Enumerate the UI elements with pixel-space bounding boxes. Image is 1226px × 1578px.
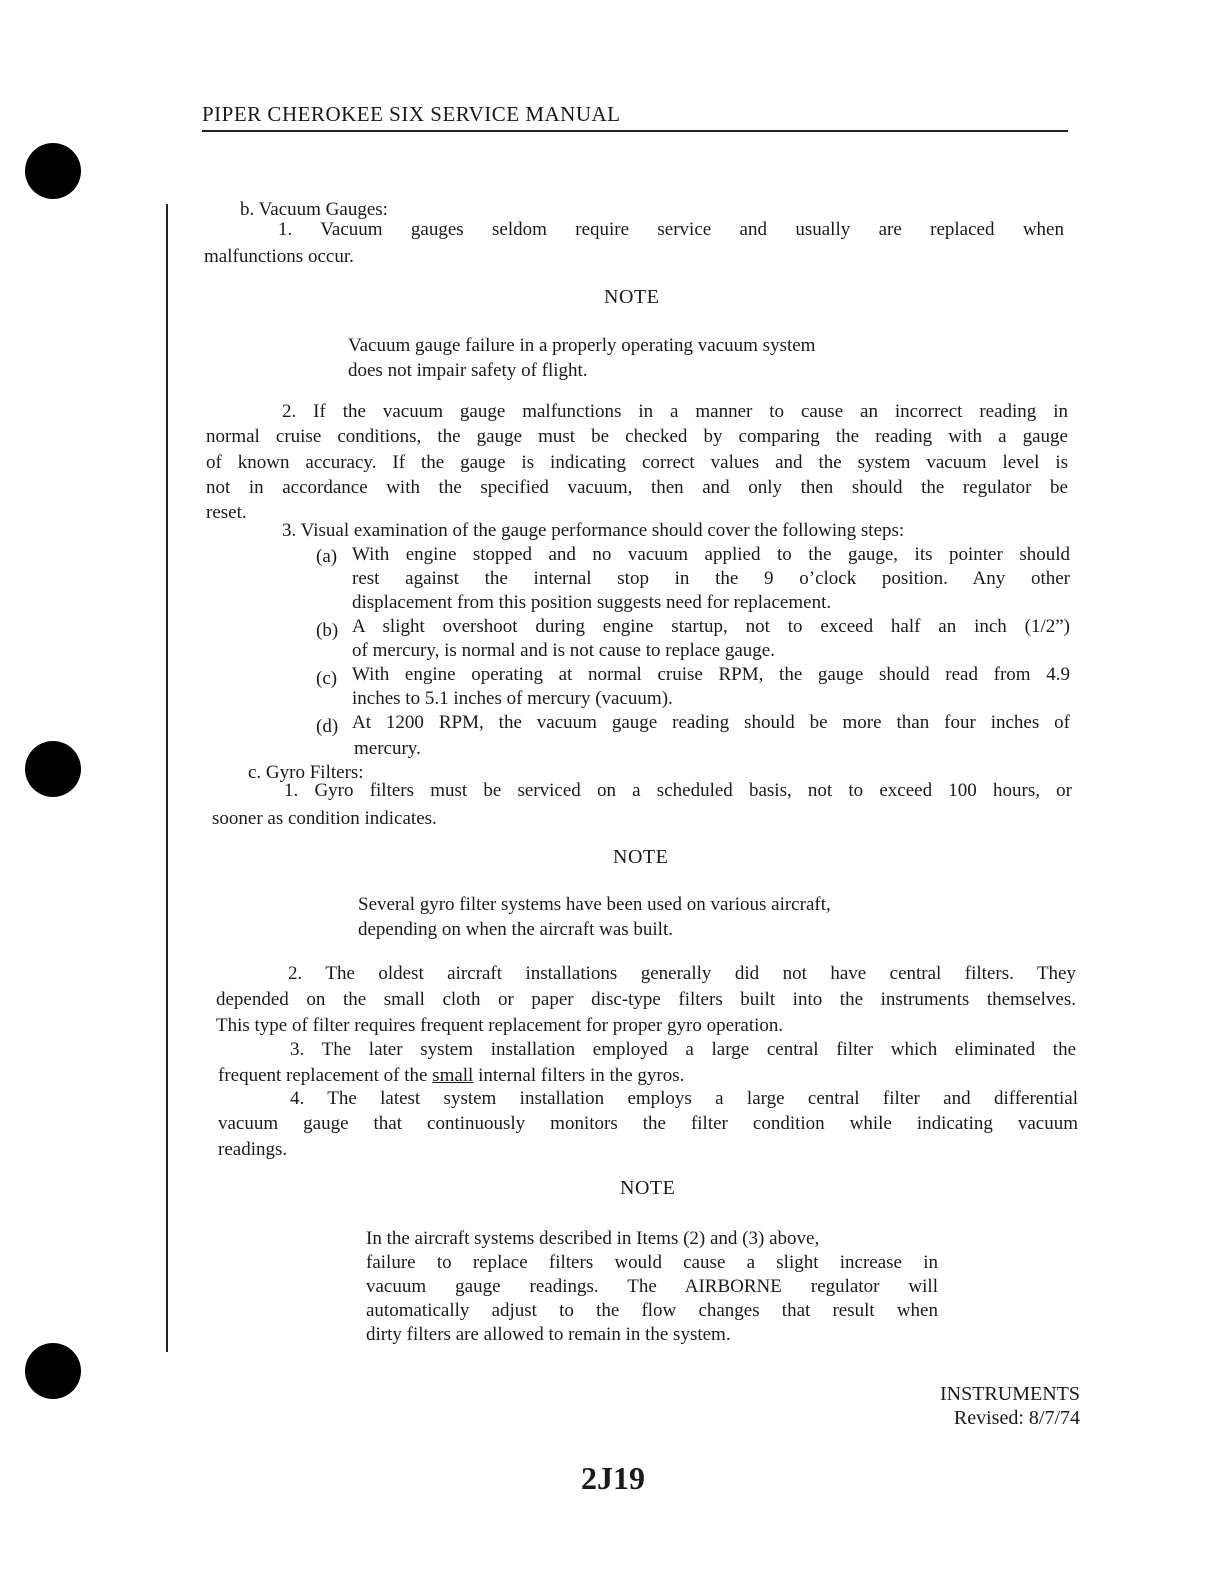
gyro-item3-line: 3. The later system installation employed a large central filter which eliminated the [290, 1039, 1076, 1060]
note-text-line: depending on when the aircraft was built. [358, 919, 673, 940]
step-text-line: mercury. [354, 738, 421, 759]
vacuum-item3: 3. Visual examination of the gauge performance should cover the following steps: [282, 520, 905, 541]
gyro-item3-underlined: small [432, 1065, 474, 1086]
binder-hole-top [25, 143, 81, 199]
note-text-line: does not impair safety of flight. [348, 360, 588, 381]
gyro-item4-line: readings. [218, 1139, 288, 1160]
note-text-line: In the aircraft systems described in Items (2) and (3) above, [366, 1228, 820, 1249]
note-label: NOTE [613, 846, 669, 868]
step-text-line: rest against the internal stop in the 9 o’clock position. Any other [352, 568, 1070, 589]
gyro-item3-text-before: frequent replacement of the [218, 1065, 433, 1086]
vacuum-item1-line2: malfunctions occur. [204, 246, 354, 267]
step-text-line: At 1200 RPM, the vacuum gauge reading should be more than four inches of [352, 712, 1070, 733]
step-label: (b) [316, 620, 339, 641]
gyro-item1-line2: sooner as condition indicates. [212, 808, 437, 829]
step-text-line: displacement from this position suggests need for replacement. [352, 592, 832, 613]
step-label: (c) [316, 668, 338, 689]
vacuum-item2-line: not in accordance with the specified vacuum, then and only then should the regulator be [206, 477, 1068, 498]
vacuum-item2-line: 2. If the vacuum gauge malfunctions in a manner to cause an incorrect reading in [282, 401, 1068, 422]
vacuum-item2-line: of known accuracy. If the gauge is indicating correct values and the system vacuum level is [206, 452, 1068, 473]
vacuum-item1-line1: 1. Vacuum gauges seldom require service and usually are replaced when [278, 219, 1064, 240]
note-text-line: Several gyro filter systems have been used on various aircraft, [358, 894, 831, 915]
note-label: NOTE [604, 286, 660, 308]
gyro-item3-line [218, 1064, 684, 1088]
note-label: NOTE [620, 1177, 676, 1199]
step-text-line: of mercury, is normal and is not cause to replace gauge. [352, 640, 775, 661]
gyro-item2-line: This type of filter requires frequent replacement for proper gyro operation. [216, 1015, 784, 1036]
page-header-title: PIPER CHEROKEE SIX SERVICE MANUAL [202, 102, 621, 126]
note-text-line: vacuum gauge readings. The AIRBORNE regulator will [366, 1276, 938, 1297]
gyro-item4-line: 4. The latest system installation employs a large central filter and differential [290, 1088, 1078, 1109]
step-text-line: With engine stopped and no vacuum applied to the gauge, its pointer should [352, 544, 1070, 565]
gyro-item1-line1: 1. Gyro filters must be serviced on a scheduled basis, not to exceed 100 hours, or [284, 780, 1072, 801]
step-label: (d) [316, 716, 339, 737]
note-text-line: automatically adjust to the flow changes that result when [366, 1300, 938, 1321]
footer-section-name: INSTRUMENTS [939, 1383, 1080, 1405]
binder-hole-bottom [25, 1343, 81, 1399]
page-number: 2J19 [581, 1460, 645, 1496]
step-label: (a) [316, 546, 338, 567]
note-text-line: failure to replace filters would cause a slight increase in [366, 1252, 938, 1273]
note-text-line: dirty filters are allowed to remain in the system. [366, 1324, 731, 1345]
section-heading-gyro-filters: c. Gyro Filters: [248, 762, 364, 783]
footer-revised-date: Revised: 8/7/74 [953, 1407, 1080, 1429]
header-rule [202, 130, 1068, 132]
note-text-line: Vacuum gauge failure in a properly operating vacuum system [348, 335, 816, 356]
gyro-item3-text-after: internal filters in the gyros. [473, 1065, 685, 1086]
gyro-item2-line: 2. The oldest aircraft installations generally did not have central filters. They [288, 963, 1076, 984]
step-text-line: A slight overshoot during engine startup, not to exceed half an inch (1/2”) [352, 616, 1070, 637]
step-text-line: With engine operating at normal cruise RPM, the gauge should read from 4.9 [352, 664, 1070, 685]
gyro-item2-line: depended on the small cloth or paper disc-type filters built into the instruments themselves. [216, 989, 1076, 1010]
step-text-line: inches to 5.1 inches of mercury (vacuum). [352, 688, 673, 709]
binder-hole-middle [25, 741, 81, 797]
revision-change-bar [166, 204, 168, 1352]
vacuum-item2-line: normal cruise conditions, the gauge must be checked by comparing the reading with a gauge [206, 426, 1068, 447]
gyro-item4-line: vacuum gauge that continuously monitors the filter condition while indicating vacuum [218, 1113, 1078, 1134]
vacuum-item2-line: reset. [206, 502, 247, 523]
section-heading-vacuum-gauges: b. Vacuum Gauges: [240, 199, 388, 220]
